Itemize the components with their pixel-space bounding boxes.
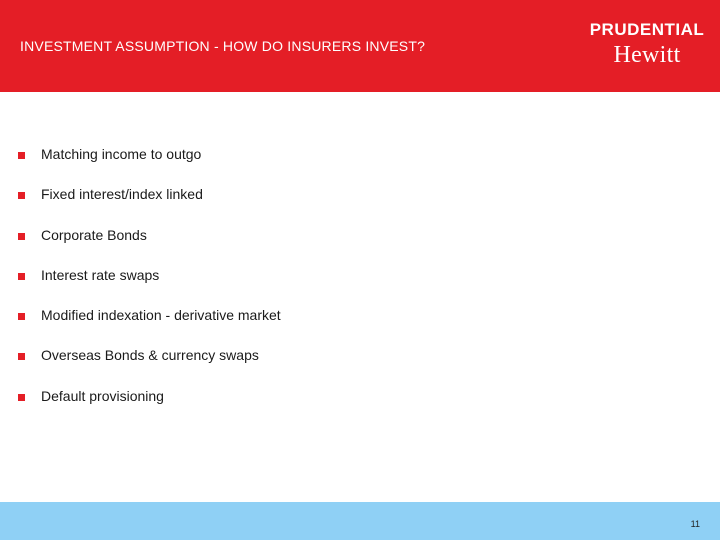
- bullet-marker-icon: [18, 313, 25, 320]
- header-bar: [0, 0, 720, 92]
- list-item: [18, 267, 281, 307]
- bullet-marker-icon: [18, 273, 25, 280]
- bullet-marker-icon: [18, 353, 25, 360]
- bullet-text: Fixed interest/index linked: [41, 186, 203, 203]
- bullet-marker-icon: [18, 394, 25, 401]
- list-item: [18, 307, 281, 347]
- logo-bottom-text: Hewitt: [613, 42, 681, 68]
- logo-top-text: PRUDENTIAL: [589, 20, 705, 39]
- bullet-text: Corporate Bonds: [41, 226, 147, 243]
- list-item: [18, 227, 281, 267]
- list-item: [18, 388, 281, 428]
- bullet-marker-icon: [18, 152, 25, 159]
- bullet-text: Overseas Bonds & currency swaps: [41, 347, 259, 364]
- bullet-list: [18, 146, 281, 428]
- page-number: 11: [690, 519, 700, 529]
- bullet-text: Default provisioning: [41, 387, 164, 404]
- bullet-text: Interest rate swaps: [41, 266, 160, 283]
- list-item: [18, 146, 281, 186]
- footer-bar: [0, 502, 720, 540]
- list-item: [18, 186, 281, 226]
- prudential-hewitt-logo: [588, 20, 706, 69]
- bullet-text: Matching income to outgo: [41, 146, 202, 162]
- list-item: [18, 347, 281, 387]
- bullet-marker-icon: [18, 233, 25, 240]
- slide-title: INVESTMENT ASSUMPTION - HOW DO INSURERS INVEST?: [20, 38, 426, 54]
- bullet-text: Modified indexation - derivative market: [41, 307, 281, 324]
- bullet-marker-icon: [18, 192, 25, 199]
